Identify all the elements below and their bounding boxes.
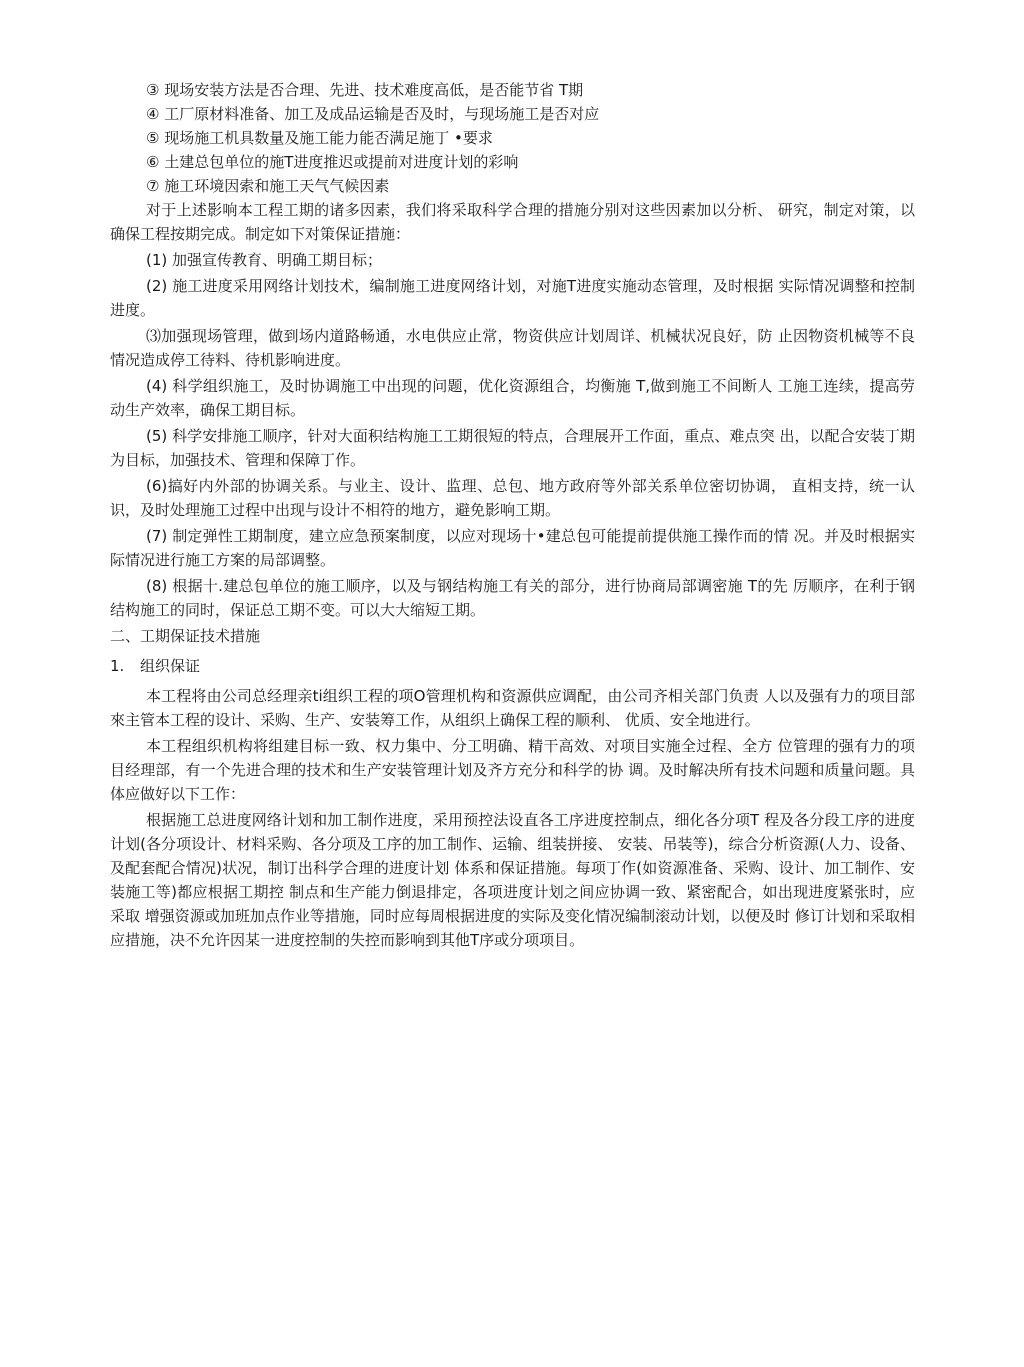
subsection-heading: [110, 654, 915, 678]
factor-list: [110, 78, 915, 198]
list-item: ⑥ 土建总包单位的施T进度推迟或提前对进度计划的彩响: [146, 153, 519, 171]
measure-item: (6)搞好内外部的协调关系。与业主、设计、监理、总包、地方政府等外部关系单位密切协调， 直相支持，统一认识，及时处理施工过程中出现与设计不相符的地方，避免影响工期。: [110, 477, 915, 519]
intro-paragraph: 对于上述影响本工程工期的诸多因素，我们将采取科学合理的措施分别对这些因素加以分析、 研究，制定对策，以确保工程按期完成。制定如下对策保证措施：: [110, 201, 915, 243]
list-item: ⑦ 施工环境因索和施工天气气候因素: [146, 177, 390, 195]
body-section: [110, 684, 915, 952]
subsection-number: 1.: [110, 657, 125, 675]
subsection-title: 组织保证: [140, 657, 201, 675]
measure-list: [110, 248, 915, 622]
measure-item: (4) 科学组织施工，及时协调施工中出现的问题，优化资源组合，均衡施 T,做到施工不间断人 工施工连续，提高劳动生产效率，确保工期目标。: [110, 377, 915, 419]
section-heading: 二、工期保证技术措施: [110, 627, 261, 645]
measure-item: (7) 制定弹性工期制度，建立应急预案制度，以应对现场十•建总包可能提前提供施工操作而的情 况。并及时根据实际情况进行施工方案的局部调整。: [110, 527, 915, 569]
measure-item: (5) 科学安排施工顺序，针对大面积结构施工工期很短的特点，合理展开工作面，重点、难点突 出，以配合安装丁期为目标，加强技术、管理和保障丁作。: [110, 427, 915, 469]
list-item: ⑤ 现场施工机具数量及施工能力能否满足施丁 •要求: [146, 129, 493, 147]
list-item: ④ 工厂原材料准备、加工及成品运输是否及时，与现场施工是否对应: [146, 105, 600, 123]
body-paragraph: 根据施工总进度网络计划和加工制作进度，采用预控法设直各工序进度控制点，细化各分项T 程及各分段工序的进度计划(各分项设计、材料采购、各分项及工序的加工制作、运输、组装拼接、 安装、吊装等)，综合分析资源(人力、设备、及配套配合情况)状况，制订出科学合理的进度计划 体系和保证措施。每项丁作(如资源准备、采购、设计、加工制作、安装施工等)都应根据工期控 制点和生产能力倒退排定，各项进度计划之间应协调一致、紧密配合，如出现进度紧张时，应采取 增强资源或加班加点作业等措施，同时应每周根据进度的实际及变化情况编制滚动计划，以便及时 修订计划和采取相应措施，决不允许因某一进度控制的失控而影响到其他T序或分项项目。: [110, 811, 915, 949]
measure-item: (2) 施工进度采用网络计划技术，编制施工进度网络计划，对施T进度实施动态管理，及时根据 实际情况调整和控制进度。: [110, 277, 915, 319]
body-paragraph: 本工程将由公司总经理亲ti组织工程的项O管理机构和资源供应调配，由公司齐相关部门负责 人以及强有力的项目部來主管本工程的设计、采购、生产、安装筹工作，从组织上确保工程的顺利、 优质、安全地进行。: [110, 687, 915, 729]
body-paragraph: 本工程组织机构将组建目标一致、权力集中、分工明确、精干高效、对项目实施全过程、全方 位管理的强有力的项目经理部，有一个先进合理的技术和生产安装管理计划及齐方充分和科学的协 调。及时解决所有技术问题和质量问题。具体应做好以下工作：: [110, 737, 915, 803]
document-page: [110, 78, 915, 952]
measure-item: ⑶加强现场管理，做到场内道路畅通，水电供应止常，物资供应计划周详、机械状况良好，防 止因物资机械等不良情况造成停工待料、待机影响进度。: [110, 327, 915, 369]
list-item: ③ 现场安装方法是否合理、先进、技术难度高低，是否能节省 T期: [146, 81, 584, 99]
measure-item: (8) 根据十.建总包单位的施工顺序，以及与钢结构施工有关的部分，进行协商局部调密施 T的先 厉顺序，在利于钢结构施工的同时，保证总工期不变。可以大大缩短工期。: [110, 577, 915, 619]
measure-item: (1) 加强宣传教育、明确工期目标；: [146, 251, 383, 269]
